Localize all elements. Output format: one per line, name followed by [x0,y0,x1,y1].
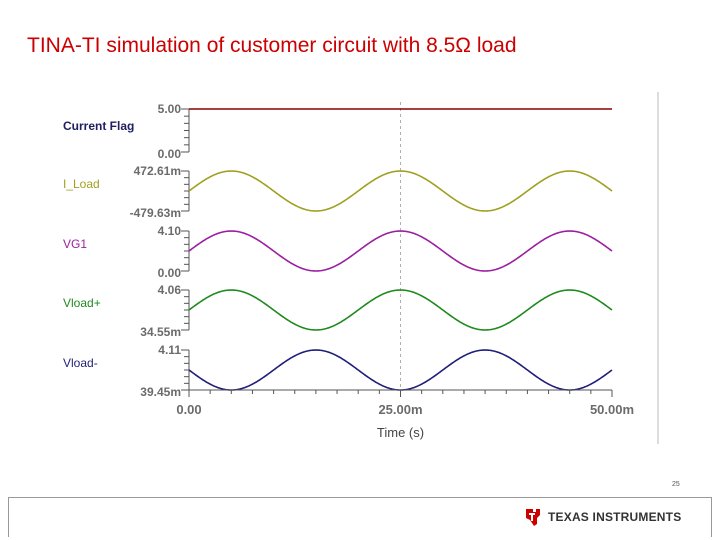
ti-logo-text: TEXAS INSTRUMENTS [548,510,682,524]
series-name-vg1: VG1 [63,237,88,251]
y-label-bottom-i-load: -479.63m [129,206,181,220]
footer-rule [8,497,711,498]
y-label-top-vload: 4.11 [158,343,181,357]
series-name-current-flag: Current Flag [63,119,135,133]
y-label-bottom-vg1: 0.00 [157,266,181,280]
x-axis-label: Time (s) [376,425,425,440]
y-label-top-vload: 4.06 [157,283,181,297]
footer-rule-right [711,497,712,537]
y-label-top-vg1: 4.10 [157,224,181,238]
series-name-i-load: I_Load [63,177,100,191]
ti-logo [524,506,681,528]
y-label-top-current-flag: 5.00 [157,102,181,116]
x-tick-label: 0.00 [176,402,202,417]
footer-rule-left [8,497,9,537]
y-label-bottom-current-flag: 0.00 [157,147,181,161]
simulation-plot [55,92,660,447]
chart-svg [55,92,660,447]
slide-title: TINA-TI simulation of customer circuit with 8.5Ω load [27,34,517,57]
series-name-vload: Vload+ [63,296,101,310]
series-name-vload: Vload- [63,356,98,370]
y-label-bottom-vload: 39.45m [140,385,181,399]
y-label-top-i-load: 472.61m [133,164,181,178]
x-tick-label: 25.00m [378,402,423,417]
ti-state-icon [524,507,542,527]
y-label-bottom-vload: 34.55m [140,325,181,339]
x-tick-label: 50.00m [589,402,635,417]
page-number: 25 [672,481,680,488]
